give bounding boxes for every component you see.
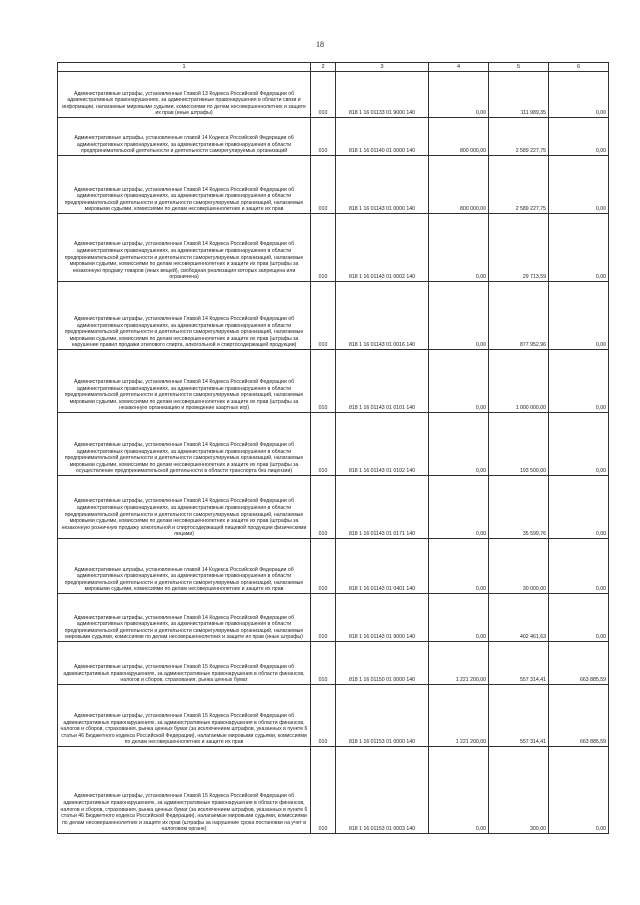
table-row — [58, 539, 609, 594]
table-row — [58, 594, 609, 642]
row-value-col4: 1 221 200,00 — [429, 685, 489, 747]
row-value-col4: 800 000,00 — [429, 156, 489, 214]
table-row — [58, 72, 609, 118]
row-line-code: 010 — [311, 747, 336, 834]
row-value-col4: 800 000,00 — [429, 118, 489, 156]
table-row — [58, 413, 609, 476]
row-budget-code: 818 1 16 01150 01 0000 140 — [336, 642, 429, 685]
row-value-col4: 0,00 — [429, 214, 489, 282]
row-value-col6: 663 885,59 — [549, 642, 609, 685]
row-line-code: 010 — [311, 282, 336, 350]
row-value-col5: 193 500,00 — [489, 413, 549, 476]
row-value-col4: 1 221 200,00 — [429, 642, 489, 685]
column-header: 4 — [429, 63, 489, 72]
row-value-col5: 557 314,41 — [489, 685, 549, 747]
table-row — [58, 685, 609, 747]
column-header: 3 — [336, 63, 429, 72]
page-number: 18 — [316, 40, 324, 49]
row-budget-code: 818 1 16 01143 01 0002 140 — [336, 214, 429, 282]
row-value-col6: 0,00 — [549, 350, 609, 413]
report-table — [57, 62, 609, 834]
row-description: Административные штрафы, установленные Главой 14 Кодекса Российской Федерации об административных правонарушениях, за административные правонарушения в области предпринимательской деятельности и деятельности саморегулируемых организаций, налагаемые мировыми судьями, комиссиями по делам несовершеннолетних и защите их прав (штрафы за незаконную организацию и проведение азартных игр) — [58, 350, 311, 413]
table-header-row — [58, 63, 609, 72]
column-header: 6 — [549, 63, 609, 72]
row-budget-code: 818 1 16 01143 01 0016 140 — [336, 282, 429, 350]
table-row — [58, 350, 609, 413]
table-row — [58, 476, 609, 539]
row-line-code: 010 — [311, 156, 336, 214]
row-line-code: 010 — [311, 476, 336, 539]
row-description: Административные штрафы, установленные Главой 14 Кодекса Российской Федерации об административных правонарушениях, за административные правонарушения в области предпринимательской деятельности и деятельности саморегулируемых организаций, налагаемые мировыми судьями, комиссиями по делам несовершеннолетних и защите их прав (штрафы за осуществление предпринимательской деятельности в области транспорта без лицензии) — [58, 413, 311, 476]
row-value-col5: 111 989,35 — [489, 72, 549, 118]
row-line-code: 010 — [311, 642, 336, 685]
row-description: Административные штрафы, установленные Главой 14 Кодекса Российской Федерации об административных правонарушениях, за административные правонарушения в области предпринимательской деятельности и деятельности саморегулируемых организаций, налагаемые мировыми судьями, комиссиями по делам несовершеннолетних и защите их прав — [58, 156, 311, 214]
row-line-code: 010 — [311, 350, 336, 413]
row-budget-code: 818 1 16 01143 01 0171 140 — [336, 476, 429, 539]
row-value-col6: 0,00 — [549, 214, 609, 282]
row-value-col6: 0,00 — [549, 413, 609, 476]
row-value-col5: 402 461,63 — [489, 594, 549, 642]
row-line-code: 010 — [311, 118, 336, 156]
row-value-col6: 0,00 — [549, 476, 609, 539]
row-line-code: 010 — [311, 539, 336, 594]
row-budget-code: 818 1 16 01153 01 0000 140 — [336, 685, 429, 747]
row-value-col5: 30 000,00 — [489, 539, 549, 594]
row-value-col4: 0,00 — [429, 72, 489, 118]
row-description: Административные штрафы, установленные Главой 15 Кодекса Российской Федерации об административных правонарушениях, за административные правонарушения в области финансов, налогов и сборов, страхования, рынка ценных бумаг (за исключением штрафов, указанных в пункте 6 статьи 46 Бюджетного кодекса Российской Федерации), налагаемые мировыми судьями, комиссиями по делам несовершеннолетних и защите их прав (штрафы за нарушение срока постановки на учет в налоговом органе) — [58, 747, 311, 834]
column-header: 2 — [311, 63, 336, 72]
row-line-code: 010 — [311, 72, 336, 118]
row-line-code: 010 — [311, 594, 336, 642]
row-description: Административные штрафы, установленные Главой 15 Кодекса Российской Федерации об административных правонарушениях, за административные правонарушения в области финансов, налогов и сборов, страхования, рынка ценных бумаг — [58, 642, 311, 685]
row-description: Административные штрафы, установленные Главой 14 Кодекса Российской Федерации об административных правонарушениях, за административные правонарушения в области предпринимательской деятельности и деятельности саморегулируемых организаций, налагаемые мировыми судьями, комиссиями по делам несовершеннолетних и защите их прав (штрафы за нарушение правил продажи этилового спирта, алкогольной и спиртосодержащей продукции) — [58, 282, 311, 350]
row-value-col5: 29 713,59 — [489, 214, 549, 282]
row-line-code: 010 — [311, 685, 336, 747]
table-row — [58, 282, 609, 350]
row-value-col6: 0,00 — [549, 539, 609, 594]
column-header: 5 — [489, 63, 549, 72]
row-value-col5: 1 000 000,00 — [489, 350, 549, 413]
table-row — [58, 118, 609, 156]
row-line-code: 010 — [311, 413, 336, 476]
row-value-col6: 663 885,59 — [549, 685, 609, 747]
row-description: Административные штрафы, установленные главой 14 Кодекса Российской Федерации об административных правонарушениях, за административные правонарушения в области предпринимательской деятельности и деятельности саморегулируемых организаций, налагаемые мировыми судьями, комиссиями по делам несовершеннолетних и защите их прав — [58, 539, 311, 594]
table-row — [58, 214, 609, 282]
row-value-col4: 0,00 — [429, 594, 489, 642]
row-value-col6: 0,00 — [549, 156, 609, 214]
table-row — [58, 747, 609, 834]
row-budget-code: 818 1 16 01133 01 9000 140 — [336, 72, 429, 118]
row-value-col5: 877 952,96 — [489, 282, 549, 350]
row-description: Административные штрафы, установленные Главой 13 Кодекса Российской Федерации об административных правонарушениях, за административные правонарушения в области связи и информации, налагаемые мировыми судьями, комиссиями по делам несовершеннолетних и защите их прав (иные штрафы) — [58, 72, 311, 118]
row-line-code: 010 — [311, 214, 336, 282]
row-value-col4: 0,00 — [429, 350, 489, 413]
row-description: Административные штрафы, установленные Главой 14 Кодекса Российской Федерации об административных правонарушениях, за административные правонарушения в области предпринимательской деятельности и деятельности саморегулируемых организаций, налагаемые мировыми судьями, комиссиями по делам несовершеннолетних и защите их прав (иные штрафы) — [58, 594, 311, 642]
column-header: 1 — [58, 63, 311, 72]
row-budget-code: 818 1 16 01143 01 9000 140 — [336, 594, 429, 642]
row-value-col5: 2 589 227,75 — [489, 118, 549, 156]
row-budget-code: 818 1 16 01143 01 0000 140 — [336, 156, 429, 214]
row-value-col4: 0,00 — [429, 476, 489, 539]
row-value-col6: 0,00 — [549, 594, 609, 642]
table-row — [58, 156, 609, 214]
table-row — [58, 642, 609, 685]
row-budget-code: 818 1 16 01143 01 0401 140 — [336, 539, 429, 594]
row-value-col6: 0,00 — [549, 72, 609, 118]
row-value-col6: 0,00 — [549, 282, 609, 350]
row-value-col5: 557 314,41 — [489, 642, 549, 685]
row-value-col4: 0,00 — [429, 282, 489, 350]
row-value-col6: 0,00 — [549, 747, 609, 834]
row-description: Административные штрафы, установленные Главой 14 Кодекса Российской Федерации об административных правонарушениях, за административные правонарушения в области предпринимательской деятельности и деятельности саморегулируемых организаций, налагаемые мировыми судьями, комиссиями по делам несовершеннолетних и защите их прав (штрафы за незаконную розничную продажу алкогольной и спиртосодержащей пищевой продукции физическими лицами) — [58, 476, 311, 539]
row-description: Административные штрафы, установленные Главой 15 Кодекса Российской Федерации об административных правонарушениях, за административные правонарушения в области финансов, налогов и сборов, страхования, рынка ценных бумаг (за исключением штрафов, указанных в пункте 6 статьи 46 Бюджетного кодекса Российской Федерации), налагаемые мировыми судьями, комиссиями по делам несовершеннолетних и защите их прав — [58, 685, 311, 747]
row-budget-code: 818 1 16 01153 01 0003 140 — [336, 747, 429, 834]
row-value-col4: 0,00 — [429, 747, 489, 834]
row-value-col5: 300,00 — [489, 747, 549, 834]
row-budget-code: 818 1 16 01140 01 0000 140 — [336, 118, 429, 156]
row-value-col4: 0,00 — [429, 539, 489, 594]
row-budget-code: 818 1 16 01143 01 0101 140 — [336, 350, 429, 413]
row-value-col6: 0,00 — [549, 118, 609, 156]
row-value-col5: 2 589 227,75 — [489, 156, 549, 214]
row-budget-code: 818 1 16 01143 01 0102 140 — [336, 413, 429, 476]
row-value-col5: 35 599,76 — [489, 476, 549, 539]
row-description: Административные штрафы, установленные главой 14 Кодекса Российской Федерации об административных правонарушениях, за административные правонарушения в области предпринимательской деятельности и деятельности саморегулируемых организаций — [58, 118, 311, 156]
row-description: Административные штрафы, установленные Главой 14 Кодекса Российской Федерации об административных правонарушениях, за административные правонарушения в области предпринимательской деятельности и деятельности саморегулируемых организаций, налагаемые мировыми судьями, комиссиями по делам несовершеннолетних и защите их прав (штрафы за незаконную продажу товаров (иных вещей), свободная реализация которых запрещена или ограничена) — [58, 214, 311, 282]
row-value-col4: 0,00 — [429, 413, 489, 476]
